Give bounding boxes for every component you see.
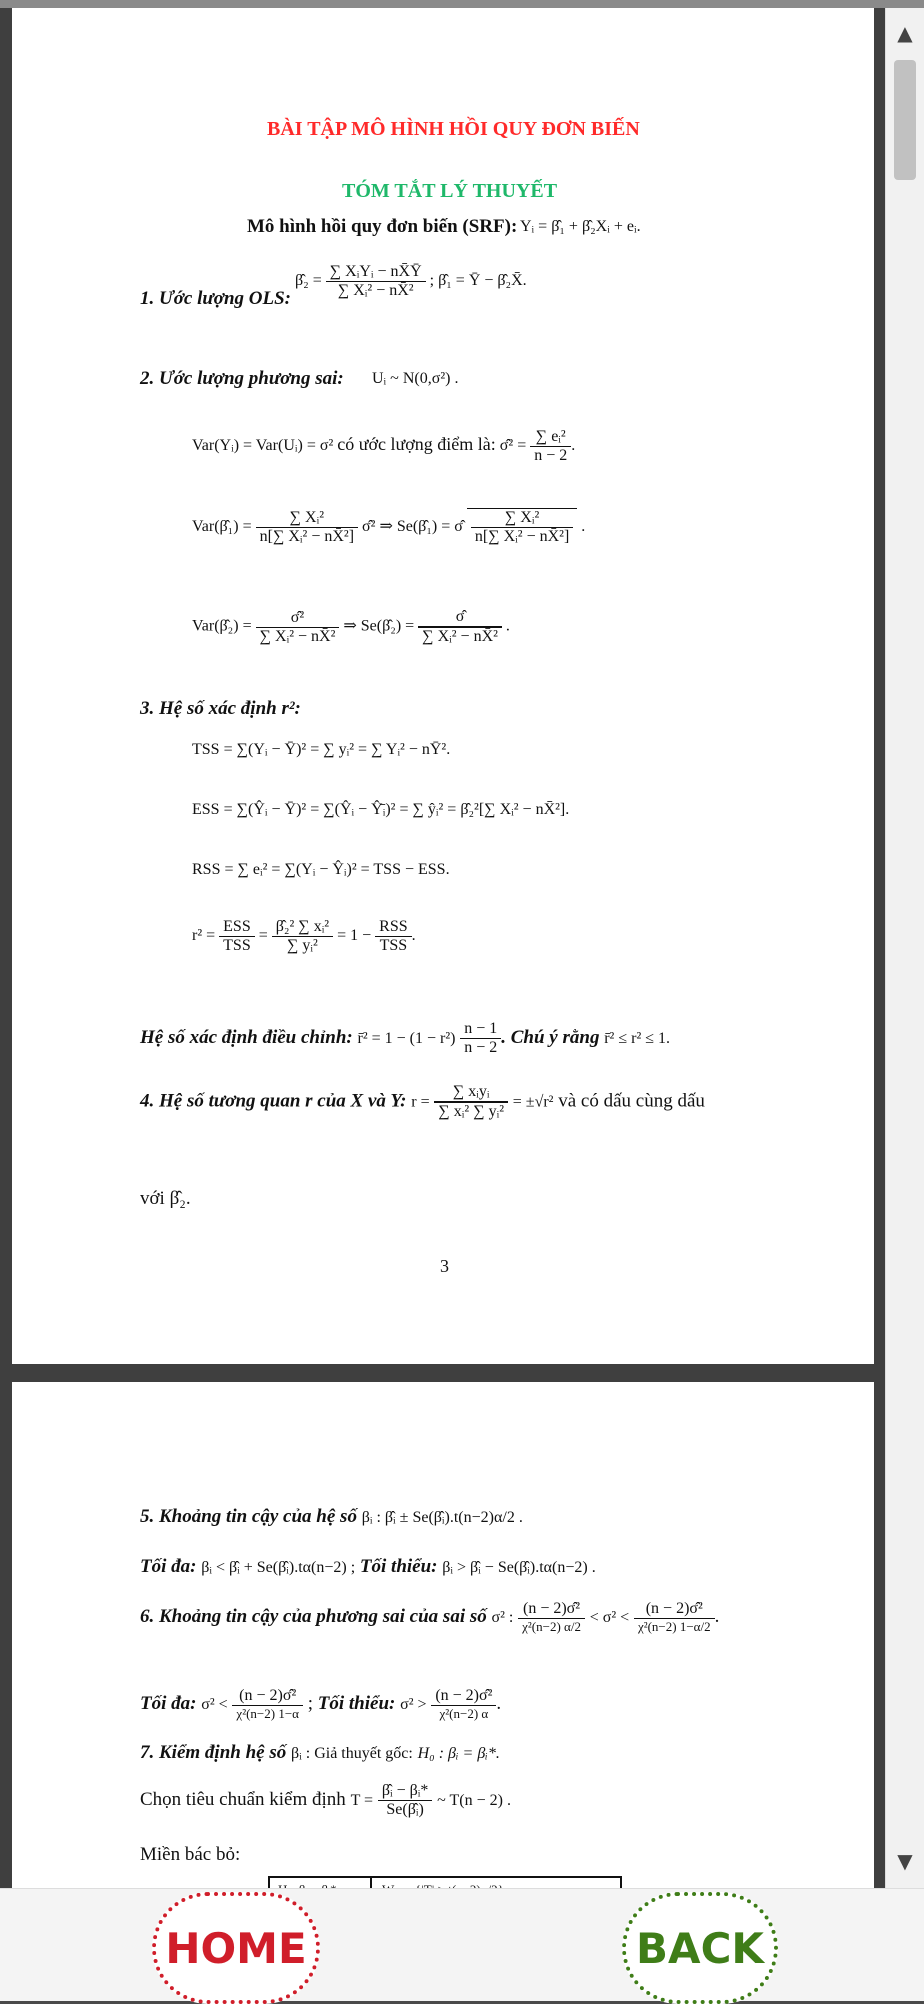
section-6-denominator-1: χ²(n−2) α/2	[522, 1619, 581, 1634]
section-subtitle: TÓM TẮT LÝ THUYẾT	[342, 180, 558, 202]
min-label: Tối thiểu:	[359, 1556, 438, 1577]
section-6-label: 6. Khoảng tin cậy của phương sai của sai số	[140, 1605, 487, 1627]
pdf-page-3	[12, 8, 874, 1364]
min2-fraction	[431, 1687, 496, 1722]
r2-numerator-2: β̂₂² ∑ xᵢ²	[272, 918, 333, 937]
model-label: Mô hình hồi quy đơn biến (SRF):	[247, 216, 518, 237]
r2-fraction-3	[375, 918, 411, 955]
ols-beta1: ; β̂₁ = Ȳ − β̂₂X̄.	[429, 272, 527, 290]
test-statistic-text: Chọn tiêu chuẩn kiểm định	[140, 1788, 346, 1810]
ols-beta2-label: β̂₂ =	[295, 272, 322, 290]
section-6-denominator-2: χ²(n−2) 1−α/2	[637, 1619, 711, 1634]
test-statistic-distribution: ~ T(n − 2) .	[437, 1791, 511, 1809]
max-formula: βᵢ < β̂ᵢ + Se(β̂ᵢ).tα(n−2) ;	[201, 1559, 356, 1576]
viewer-top-bar	[0, 0, 924, 8]
correlation-fraction	[434, 1083, 508, 1121]
scroll-thumb[interactable]	[894, 60, 916, 180]
scroll-down-icon[interactable]: ▼	[897, 1849, 913, 1873]
r2-numerator-1: ESS	[219, 918, 255, 937]
se-beta2-label: ⇒ Se(β̂₂) =	[343, 617, 415, 635]
section-7-h0: H₀ : βᵢ = βᵢ*.	[417, 1745, 500, 1762]
min2-denominator: χ²(n−2) α	[439, 1706, 489, 1721]
test-statistic-fraction	[378, 1782, 433, 1819]
section-6-numerator-2: (n − 2)σ̂²	[634, 1600, 715, 1619]
section-5-line	[140, 1506, 523, 1528]
section-1-label: 1. Ước lượng OLS:	[140, 288, 291, 309]
section-4-label: 4. Hệ số tương quan r của X và Y:	[140, 1090, 407, 1112]
r2-fraction-1	[219, 918, 255, 955]
max2-denominator: χ²(n−2) 1−α	[236, 1706, 299, 1721]
correlation-numerator: ∑ xᵢyᵢ	[434, 1083, 508, 1102]
adjusted-r2-fraction	[460, 1020, 501, 1057]
test-statistic-denominator: Se(β̂ᵢ)	[386, 1801, 424, 1818]
section-6-line: 6. Khoảng tin cậy của phương sai của sai số σ² : $\frac{\text{(n − 2)σ̂²}}{\text{χ²(n−2) α/2}}$ < σ² < $\frac{\text{(n − 2)σ̂²}}{\text{χ²(n−2) 1−α/2}}$ .	[140, 1600, 720, 1634]
section-5-formula: βᵢ : β̂ᵢ ± Se(β̂ᵢ).t(n−2)α/2 .	[361, 1509, 523, 1526]
max-min-line	[140, 1556, 596, 1578]
var-beta2-line: Var(β̂₂) = $\frac{\text{σ̂²}}{\text{∑ Xᵢ² − nX̄²}}$ ⇒ Se(β̂₂) = $\frac{\sigmâ}{\text{∑ Xᵢ² − nX̄²}}$ .	[192, 608, 510, 645]
se-beta2-denominator: ∑ Xᵢ² − nX̄²	[418, 627, 502, 646]
r2-denominator-2: ∑ yᵢ²	[287, 937, 318, 954]
sigma-numerator: ∑ eᵢ²	[530, 428, 571, 447]
r2-denominator-3: TSS	[379, 937, 408, 954]
r2-rhs: = 1 −	[337, 927, 372, 945]
sigma-hat-label: σ̂² =	[499, 437, 527, 455]
bottom-nav-bar	[0, 1888, 924, 2001]
var-y-line: Var(Yᵢ) = Var(Uᵢ) = σ² có ước lượng điểm là: σ̂² = $\frac{\text{∑ eᵢ²}}{n - 2}$ .	[192, 428, 576, 464]
section-3-label: 3. Hệ số xác định r²:	[140, 698, 301, 719]
test-statistic-lhs: T =	[350, 1791, 374, 1809]
section-6-middle: < σ² <	[589, 1608, 630, 1626]
min2-label: Tối thiểu:	[317, 1692, 396, 1714]
rejection-region-label: Miền bác bỏ:	[140, 1844, 241, 1865]
max2-label: Tối đa:	[140, 1692, 197, 1714]
home-button[interactable]: HOME	[152, 1892, 320, 2004]
max2-numerator: (n − 2)σ̂²	[232, 1687, 303, 1706]
model-formula: Yᵢ = β̂₁ + β̂₂Xᵢ + eᵢ.	[520, 218, 641, 235]
se-beta1-denominator: n[∑ Xᵢ² − nX̄²]	[474, 528, 570, 545]
section-7-label: 7. Kiểm định hệ số	[140, 1742, 287, 1763]
page-number: 3	[440, 1256, 449, 1276]
correlation-lhs: r =	[411, 1093, 430, 1111]
document-title: BÀI TẬP MÔ HÌNH HỒI QUY ĐƠN BIẾN	[267, 118, 640, 140]
var-beta1-denominator: n[∑ Xᵢ² − nX̄²]	[259, 528, 355, 545]
r2-lhs: r² =	[192, 927, 216, 945]
section-6-fraction-1	[518, 1600, 585, 1635]
correlation-text-continued: với β̂₂.	[140, 1188, 191, 1209]
pdf-page-4	[12, 1382, 874, 1902]
se-beta1-numerator: ∑ Xᵢ²	[471, 509, 573, 528]
adjusted-r2-note: . Chú ý rằng	[501, 1026, 600, 1048]
section-7-text: βᵢ : Giả thuyết gốc:	[290, 1745, 413, 1762]
r2-formula: r² = $\frac{\text{ESS}}{\text{TSS}}$ = $\frac{\text{β̂₂² ∑ xᵢ²}}{\text{∑ yᵢ²}}$ = 1 − $\frac{\text{RSS}}{\text{TSS}}$ .	[192, 918, 416, 954]
sigma-fraction	[530, 428, 571, 465]
adjusted-r2-denominator: n − 2	[464, 1039, 498, 1056]
correlation-rhs: = ±√r²	[512, 1093, 554, 1111]
min2-formula: σ² >	[400, 1695, 427, 1713]
vertical-scrollbar[interactable]	[885, 8, 924, 1888]
ols-numerator: ∑ XᵢYᵢ − nX̄Ȳ	[326, 263, 426, 282]
ols-formula	[295, 263, 527, 300]
section-6-fraction-2	[634, 1600, 715, 1635]
se-beta1-label: σ̂² ⇒ Se(β̂₁) = σ̂	[362, 518, 463, 536]
var-beta1-label: Var(β̂₁) =	[192, 518, 252, 536]
adjusted-r2-numerator: n − 1	[460, 1020, 501, 1039]
correlation-text: và có dấu cùng dấu	[558, 1090, 705, 1112]
var-beta1-line: Var(β̂₁) = $\frac{\text{∑ Xᵢ²}}{\text{n[∑ Xᵢ² − nX̄²]}}$ σ̂² ⇒ Se(β̂₁) = σ̂ $\frac{\text{∑ Xᵢ²}}{\text{n[∑ Xᵢ² − nX̄²]}}$ .	[192, 509, 586, 545]
se-beta2-fraction	[418, 608, 502, 646]
se-beta1-fraction	[471, 509, 573, 546]
var-beta1-fraction	[256, 509, 358, 546]
var-beta2-fraction	[256, 609, 340, 646]
se-beta2-numerator: σ̂	[418, 608, 502, 627]
test-statistic-line	[140, 1782, 511, 1819]
adjusted-r2-inequality: r̄² ≤ r² ≤ 1.	[604, 1029, 671, 1047]
se-beta1-sqrt	[467, 508, 577, 546]
var-y-formula: Var(Yᵢ) = Var(Uᵢ) = σ²	[192, 437, 334, 455]
sigma-denominator: n − 2	[534, 447, 568, 464]
section-7-line	[140, 1742, 500, 1764]
tss-formula: TSS = ∑(Yᵢ − Ȳ)² = ∑ yᵢ² = ∑ Yᵢ² − nȲ².	[192, 741, 451, 758]
section-6-numerator-1: (n − 2)σ̂²	[518, 1600, 585, 1619]
var-beta1-numerator: ∑ Xᵢ²	[256, 509, 358, 528]
r2-numerator-3: RSS	[375, 918, 411, 937]
var-beta2-label: Var(β̂₂) =	[192, 617, 252, 635]
var-y-text: có ước lượng điểm là:	[337, 434, 496, 455]
correlation-line	[140, 1083, 705, 1121]
r2-fraction-2	[272, 918, 333, 955]
adjusted-r2-formula: r̄² = 1 − (1 − r²)	[357, 1029, 456, 1047]
var-beta2-numerator: σ̂²	[256, 609, 340, 628]
min2-numerator: (n − 2)σ̂²	[431, 1687, 496, 1706]
adjusted-r2-label: Hệ số xác định điều chỉnh:	[140, 1026, 353, 1048]
correlation-denominator: ∑ xᵢ² ∑ yᵢ²	[434, 1102, 508, 1121]
min-formula: βᵢ > β̂ᵢ − Se(β̂ᵢ).tα(n−2) .	[442, 1559, 596, 1576]
var-beta2-denominator: ∑ Xᵢ² − nX̄²	[259, 627, 336, 645]
max-label: Tối đa:	[140, 1556, 197, 1577]
ols-denominator: ∑ Xᵢ² − nX̄²	[337, 282, 414, 299]
back-button[interactable]: BACK	[622, 1892, 778, 2004]
section-2-label: 2. Ước lượng phương sai:	[140, 368, 344, 389]
max2-formula: σ² <	[201, 1695, 228, 1713]
section-5-label: 5. Khoảng tin cậy của hệ số	[140, 1506, 357, 1527]
adjusted-r2-line	[140, 1020, 670, 1057]
test-statistic-numerator: β̂ᵢ − βᵢ*	[378, 1782, 433, 1801]
r2-denominator-1: TSS	[223, 937, 251, 954]
max-min-variance-line: Tối đa: σ² < $\frac{\text{(n − 2)σ̂²}}{\text{χ²(n−2) 1−α}}$ ; Tối thiểu: σ² > $\frac{\text{(n − 2)σ̂²}}{\text{χ²(n−2) α}}$ .	[140, 1687, 502, 1721]
error-distribution: Uᵢ ~ N(0,σ²) .	[372, 370, 459, 387]
ess-formula: ESS = ∑(Ŷᵢ − Ȳ)² = ∑(Ŷᵢ − Ŷ̄ᵢ)² = ∑ ŷᵢ² = β̂₂²[∑ Xᵢ² − nX̄²].	[192, 801, 570, 818]
rss-formula: RSS = ∑ eᵢ² = ∑(Yᵢ − Ŷᵢ)² = TSS − ESS.	[192, 861, 450, 878]
section-6-sigma: σ² :	[491, 1608, 514, 1626]
scroll-up-icon[interactable]: ▲	[897, 21, 913, 45]
ols-fraction	[326, 263, 426, 300]
max2-fraction	[232, 1687, 303, 1722]
